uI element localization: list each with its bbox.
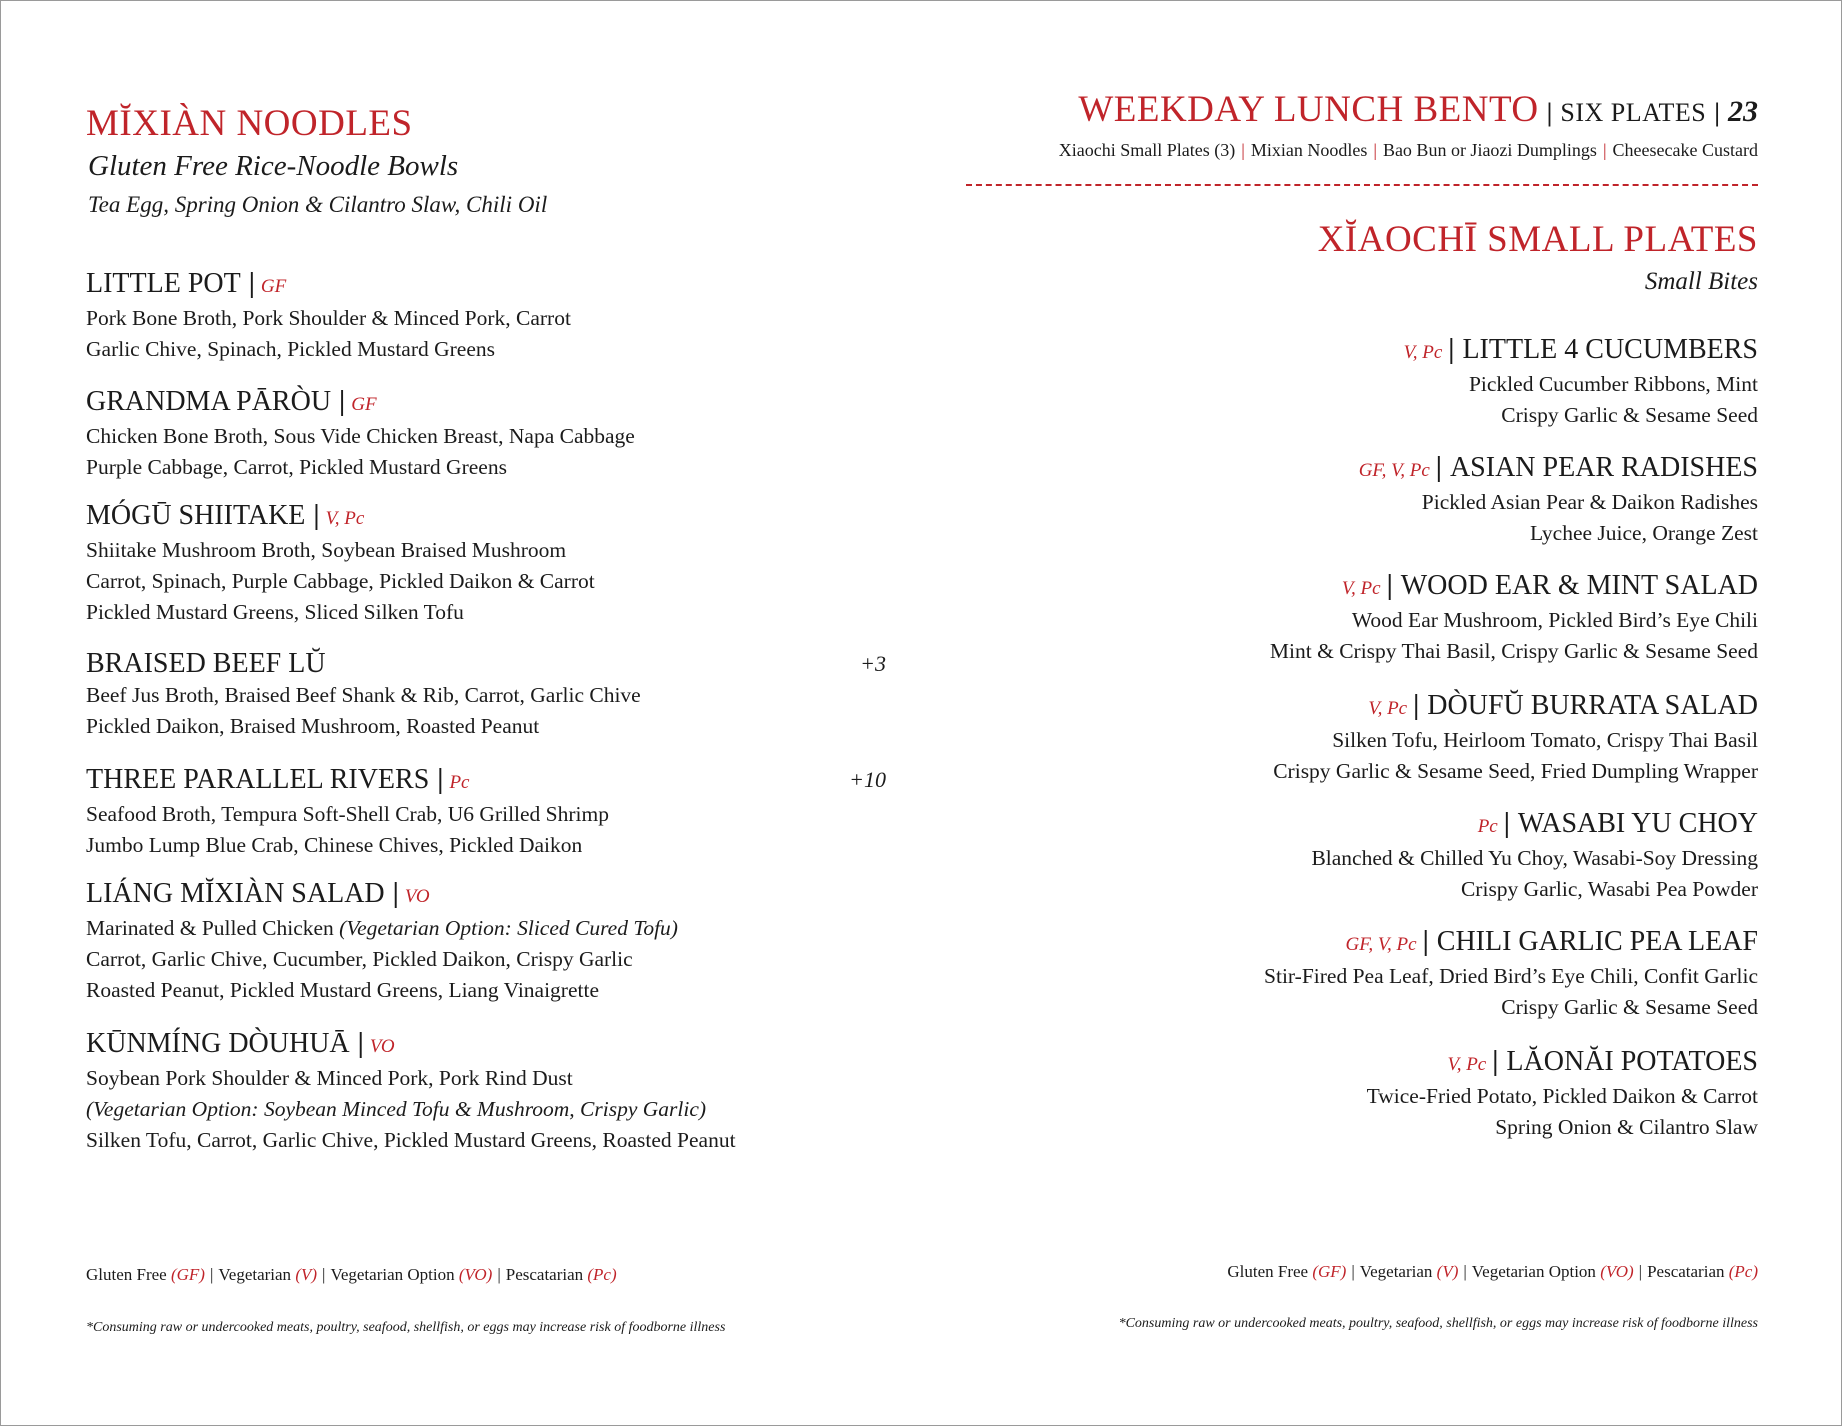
legend-v-label: Vegetarian bbox=[218, 1265, 292, 1284]
item-description-line: Lychee Juice, Orange Zest bbox=[1529, 521, 1758, 545]
item-description-text: Marinated & Pulled Chicken bbox=[86, 916, 334, 940]
item-description-line: Pickled Cucumber Ribbons, Mint bbox=[1468, 372, 1758, 396]
item-diet-tag: V, Pc bbox=[325, 508, 365, 529]
item-diet-tag: Pc bbox=[449, 772, 470, 793]
menu-item-chili-garlic-pea-leaf bbox=[960, 926, 1758, 1023]
item-description-line: (Vegetarian Option: Soybean Minced Tofu & Mushroom, Crispy Garlic) bbox=[86, 1097, 707, 1121]
legend-vo-key: (VO) bbox=[458, 1265, 493, 1284]
xiaochi-subtitle: Small Bites bbox=[1644, 268, 1758, 295]
item-description-line bbox=[86, 913, 886, 944]
item-separator: | bbox=[1448, 334, 1455, 365]
bento-part: Xiaochi Small Plates (3) bbox=[1058, 140, 1236, 160]
legend-pc-label: Pescatarian bbox=[505, 1265, 584, 1284]
item-description-line: Carrot, Garlic Chive, Cucumber, Pickled Daikon, Crispy Garlic bbox=[86, 947, 633, 971]
bento-part-separator: | bbox=[1241, 140, 1245, 160]
item-description-line: Chicken Bone Broth, Sous Vide Chicken Breast, Napa Cabbage bbox=[86, 424, 635, 448]
item-name: BRAISED BEEF LŬ bbox=[86, 648, 326, 679]
menu-item-liang-mixian-salad bbox=[86, 878, 886, 1006]
item-separator: | bbox=[1422, 926, 1429, 957]
menu-item-grandma-parou bbox=[86, 386, 886, 483]
item-name: GRANDMA PĀRÒU bbox=[86, 386, 332, 417]
item-name: ASIAN PEAR RADISHES bbox=[1449, 452, 1758, 483]
item-description-line: Pickled Daikon, Braised Mushroom, Roasted Peanut bbox=[86, 714, 540, 738]
item-separator: | bbox=[392, 878, 399, 909]
legend-pc-key: (Pc) bbox=[587, 1265, 617, 1284]
bento-title: WEEKDAY LUNCH BENTO bbox=[1078, 89, 1539, 130]
mixian-subtitle-2: Tea Egg, Spring Onion & Cilantro Slaw, Chili Oil bbox=[88, 192, 548, 217]
item-description-line: Crispy Garlic & Sesame Seed bbox=[1501, 995, 1758, 1019]
menu-item-mogu-shiitake bbox=[86, 500, 886, 628]
item-description-line: Silken Tofu, Carrot, Garlic Chive, Pickled Mustard Greens, Roasted Peanut bbox=[86, 1128, 736, 1152]
item-diet-tag: GF, V, Pc bbox=[1358, 460, 1430, 481]
item-description-line: Twice-Fried Potato, Pickled Daikon & Carrot bbox=[1366, 1084, 1758, 1108]
item-diet-tag: V, Pc bbox=[1447, 1054, 1487, 1075]
legend-gf-label: Gluten Free bbox=[1227, 1262, 1309, 1281]
legend-separator: | bbox=[322, 1265, 326, 1284]
item-name: WASABI YU CHOY bbox=[1517, 808, 1758, 839]
item-separator: | bbox=[339, 386, 346, 417]
item-description-line: Silken Tofu, Heirloom Tomato, Crispy Thai Basil bbox=[1332, 728, 1758, 752]
xiaochi-small-plates-title: XĬAOCHĪ SMALL PLATES bbox=[1317, 219, 1758, 260]
item-name: LITTLE POT bbox=[86, 268, 241, 299]
item-name: MÓGŪ SHIITAKE bbox=[86, 500, 306, 531]
legend-gf-key: (GF) bbox=[1312, 1262, 1347, 1281]
dashed-divider bbox=[966, 184, 1758, 186]
diet-legend bbox=[86, 1265, 617, 1285]
mixian-noodles-title: MĬXIÀN NOODLES bbox=[86, 103, 413, 144]
bento-part: Bao Bun or Jiaozi Dumplings bbox=[1382, 140, 1597, 160]
legend-separator: | bbox=[497, 1265, 501, 1284]
legend-pc-label: Pescatarian bbox=[1647, 1262, 1725, 1281]
legend-v-key: (V) bbox=[1436, 1262, 1459, 1281]
menu-item-asian-pear-radishes bbox=[960, 452, 1758, 549]
bento-part: Cheesecake Custard bbox=[1612, 140, 1758, 160]
bento-part-separator: | bbox=[1602, 140, 1607, 160]
item-diet-tag: GF, V, Pc bbox=[1345, 934, 1417, 955]
item-price: +3 bbox=[860, 651, 886, 676]
item-separator: | bbox=[1492, 1046, 1499, 1077]
legend-gf-label: Gluten Free bbox=[86, 1265, 167, 1284]
item-price: +10 bbox=[849, 767, 886, 792]
item-description-line: Soybean Pork Shoulder & Minced Pork, Pork Rind Dust bbox=[86, 1066, 573, 1090]
menu-item-little-4-cucumbers bbox=[960, 334, 1758, 431]
item-description-line: Spring Onion & Cilantro Slaw bbox=[1495, 1115, 1758, 1139]
vegetarian-option-note: (Vegetarian Option: Sliced Cured Tofu) bbox=[339, 916, 678, 940]
legend-pc-key: (Pc) bbox=[1728, 1262, 1758, 1281]
menu-item-kunming-douhua bbox=[86, 1028, 886, 1156]
item-description-line: Jumbo Lump Blue Crab, Chinese Chives, Pickled Daikon bbox=[86, 833, 583, 857]
item-description-line: Stir-Fired Pea Leaf, Dried Bird’s Eye Chili, Confit Garlic bbox=[1264, 964, 1758, 988]
item-description-line: Pork Bone Broth, Pork Shoulder & Minced Pork, Carrot bbox=[86, 306, 571, 330]
item-name: KŪNMÍNG DÒUHUĀ bbox=[86, 1028, 350, 1059]
item-description-line: Shiitake Mushroom Broth, Soybean Braised Mushroom bbox=[86, 538, 567, 562]
legend-v-key: (V) bbox=[295, 1265, 318, 1284]
item-description-line: Beef Jus Broth, Braised Beef Shank & Rib, Carrot, Garlic Chive bbox=[86, 683, 641, 707]
item-description-line: Pickled Mustard Greens, Sliced Silken Tofu bbox=[86, 600, 464, 624]
menu-item-laonai-potatoes bbox=[960, 1046, 1758, 1143]
item-diet-tag: GF bbox=[351, 394, 377, 415]
item-description-line: Crispy Garlic, Wasabi Pea Powder bbox=[1460, 877, 1758, 901]
bento-separator: | bbox=[1714, 98, 1720, 127]
item-separator: | bbox=[248, 268, 255, 299]
legend-gf-key: (GF) bbox=[170, 1265, 205, 1284]
bento-part: Mixian Noodles bbox=[1250, 140, 1368, 160]
bento-six-plates: SIX PLATES bbox=[1560, 98, 1707, 127]
legend-vo-label: Vegetarian Option bbox=[1471, 1262, 1596, 1281]
item-diet-tag: V, Pc bbox=[1368, 698, 1408, 719]
item-separator: | bbox=[1435, 452, 1442, 483]
item-description-line: Carrot, Spinach, Purple Cabbage, Pickled Daikon & Carrot bbox=[86, 569, 595, 593]
item-description-line: Mint & Crispy Thai Basil, Crispy Garlic & Sesame Seed bbox=[1269, 639, 1758, 663]
bento-separator: | bbox=[1546, 98, 1553, 127]
item-name: THREE PARALLEL RIVERS bbox=[86, 764, 430, 795]
legend-separator: | bbox=[209, 1265, 214, 1284]
menu-item-braised-beef-lu bbox=[86, 648, 886, 742]
item-separator: | bbox=[313, 500, 320, 531]
menu-item-wood-ear-mint-salad bbox=[960, 570, 1758, 667]
item-name: LIÁNG MĬXIÀN SALAD bbox=[86, 878, 385, 909]
mixian-subtitle: Gluten Free Rice-Noodle Bowls bbox=[88, 150, 459, 182]
legend-v-label: Vegetarian bbox=[1359, 1262, 1433, 1281]
legend-separator: | bbox=[1638, 1262, 1643, 1281]
diet-legend bbox=[1227, 1262, 1758, 1282]
item-separator: | bbox=[1413, 690, 1420, 721]
foodborne-illness-warning: *Consuming raw or undercooked meats, poultry, seafood, shellfish, or eggs may increase risk of foodborne illness bbox=[86, 1320, 726, 1335]
item-name: LITTLE 4 CUCUMBERS bbox=[1462, 334, 1758, 365]
item-diet-tag: GF bbox=[260, 276, 287, 297]
item-description-line: Garlic Chive, Spinach, Pickled Mustard Greens bbox=[86, 337, 496, 361]
item-diet-tag: V, Pc bbox=[1403, 342, 1443, 363]
bento-heading bbox=[1078, 88, 1758, 131]
item-diet-tag: V, Pc bbox=[1341, 578, 1381, 599]
item-name: DÒUFŬ BURRATA SALAD bbox=[1427, 690, 1758, 721]
item-description-line: Crispy Garlic & Sesame Seed, Fried Dumpling Wrapper bbox=[1273, 759, 1758, 783]
item-description-line: Seafood Broth, Tempura Soft-Shell Crab, U6 Grilled Shrimp bbox=[86, 802, 609, 826]
menu-item-little-pot bbox=[86, 268, 886, 365]
legend-vo-key: (VO) bbox=[1600, 1262, 1634, 1281]
legend-separator: | bbox=[1463, 1262, 1467, 1281]
item-description-line: Pickled Asian Pear & Daikon Radishes bbox=[1421, 490, 1758, 514]
menu-item-wasabi-yu-choy bbox=[960, 808, 1758, 905]
item-diet-tag: Pc bbox=[1477, 816, 1498, 837]
legend-separator: | bbox=[1351, 1262, 1355, 1281]
item-separator: | bbox=[437, 764, 444, 795]
bento-part-separator: | bbox=[1373, 140, 1377, 160]
item-description-line: Wood Ear Mushroom, Pickled Bird’s Eye Chili bbox=[1351, 608, 1758, 632]
item-name: CHILI GARLIC PEA LEAF bbox=[1436, 926, 1758, 957]
item-description-line: Crispy Garlic & Sesame Seed bbox=[1501, 403, 1758, 427]
legend-vo-label: Vegetarian Option bbox=[330, 1265, 455, 1284]
bento-contents bbox=[1059, 140, 1758, 161]
item-diet-tag: VO bbox=[404, 886, 430, 907]
item-description-line: Blanched & Chilled Yu Choy, Wasabi-Soy Dressing bbox=[1311, 846, 1758, 870]
item-separator: | bbox=[357, 1028, 364, 1059]
item-separator: | bbox=[1503, 808, 1510, 839]
item-name: LĂONĂI POTATOES bbox=[1506, 1046, 1758, 1077]
bento-price: 23 bbox=[1728, 95, 1758, 128]
item-separator: | bbox=[1386, 570, 1393, 601]
foodborne-illness-warning: *Consuming raw or undercooked meats, poultry, seafood, shellfish, or eggs may increase risk of foodborne illness bbox=[1118, 1316, 1758, 1331]
item-description-line: Purple Cabbage, Carrot, Pickled Mustard Greens bbox=[86, 455, 507, 479]
item-name: WOOD EAR & MINT SALAD bbox=[1400, 570, 1758, 601]
menu-item-doufu-burrata-salad bbox=[960, 690, 1758, 787]
item-description-line: Roasted Peanut, Pickled Mustard Greens, Liang Vinaigrette bbox=[86, 978, 599, 1002]
menu-item-three-parallel-rivers bbox=[86, 764, 886, 861]
item-diet-tag: VO bbox=[369, 1036, 395, 1057]
